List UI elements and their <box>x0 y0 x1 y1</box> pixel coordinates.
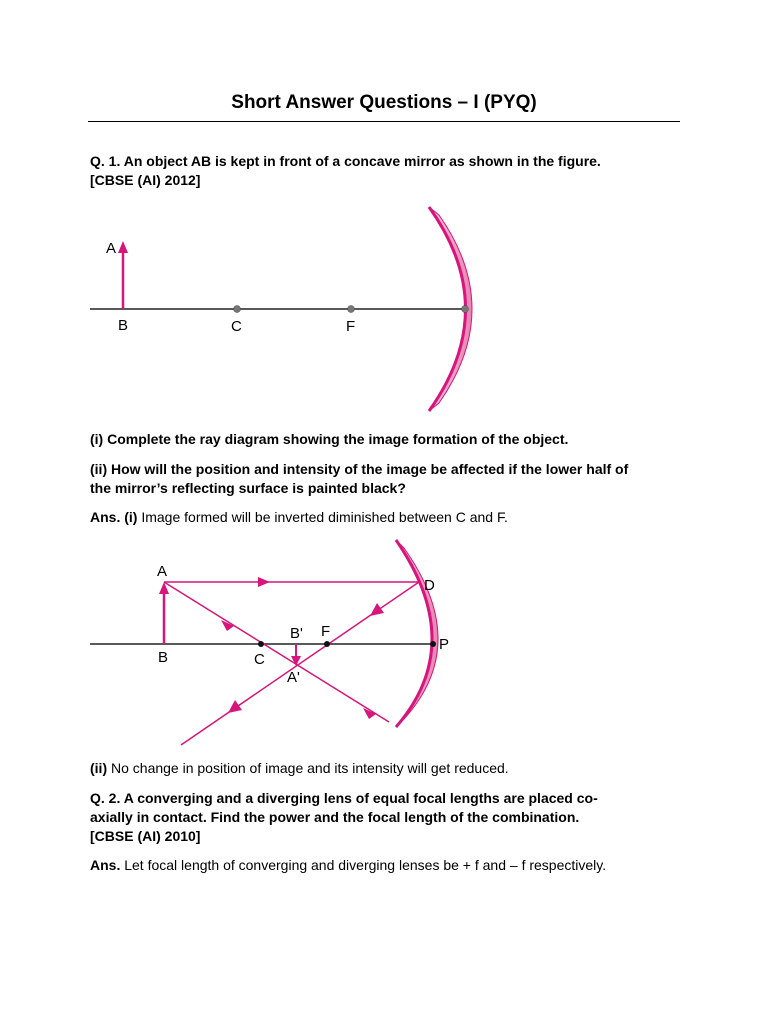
ray-arrow-down-left <box>228 700 242 713</box>
pole-dot <box>430 641 436 647</box>
label-f: F <box>321 623 331 640</box>
figure-2-ray-diagram <box>0 535 768 750</box>
label-b: B <box>118 317 129 334</box>
ray-arrow-right <box>258 577 270 587</box>
label-d: D <box>424 577 435 594</box>
label-c: C <box>231 318 242 335</box>
q2-question <box>90 789 680 846</box>
point-c-dot <box>258 641 264 647</box>
ray-reflected-through-focus <box>181 582 419 745</box>
label-b-prime: B' <box>290 625 303 642</box>
q1-answer-ii <box>90 759 680 778</box>
mirror-reflecting-surface <box>396 540 432 727</box>
q1-question-source: [CBSE (AI) 2012] <box>90 172 201 188</box>
q1-part-i: (i) Complete the ray diagram showing the image formation of the object. <box>90 431 569 447</box>
point-f-dot <box>324 641 330 647</box>
q1-answer-i <box>90 508 680 527</box>
answer-text: No change in position of image and its intensity will get reduced. <box>107 760 509 776</box>
point-c-dot <box>234 306 241 313</box>
label-a: A <box>106 240 117 257</box>
label-f: F <box>346 318 356 335</box>
pole-dot <box>462 306 469 313</box>
q1-question <box>90 152 680 190</box>
answer-label: (ii) <box>90 760 108 776</box>
label-a-prime: A' <box>287 669 300 686</box>
q1-part-ii <box>90 460 680 498</box>
label-p: P <box>439 636 450 653</box>
q2-question-line2: axially in contact. Find the power and the focal length of the combination. <box>90 809 580 825</box>
title-divider <box>88 121 680 122</box>
q2-question-source: [CBSE (AI) 2010] <box>90 828 201 844</box>
answer-label: Ans. (i) <box>90 509 138 525</box>
label-b: B <box>158 649 169 666</box>
answer-label: Ans. <box>90 857 121 873</box>
label-c: C <box>254 651 265 668</box>
label-a: A <box>157 563 168 580</box>
ray-through-centre <box>164 582 389 722</box>
q2-answer <box>90 856 680 875</box>
ray-arrow-down-left <box>370 603 384 616</box>
q2-question-line1: Q. 2. A converging and a diverging lens of equal focal lengths are placed co- <box>90 790 598 806</box>
q1-part-ii-line1: (ii) How will the position and intensity of the image be affected if the lower half of <box>90 461 629 477</box>
figure-1-concave-mirror-object <box>0 200 768 422</box>
page-title: Short Answer Questions – I (PYQ) <box>231 92 537 113</box>
answer-text: Let focal length of converging and diverging lenses be + f and – f respectively. <box>120 857 607 873</box>
object-arrow-head <box>118 241 128 253</box>
point-f-dot <box>348 306 355 313</box>
answer-text: Image formed will be inverted diminished between C and F. <box>137 509 508 525</box>
q1-question-line1: Q. 1. An object AB is kept in front of a concave mirror as shown in the figure. <box>90 153 601 169</box>
q1-part-ii-line2: the mirror’s reflecting surface is painted black? <box>90 480 406 496</box>
